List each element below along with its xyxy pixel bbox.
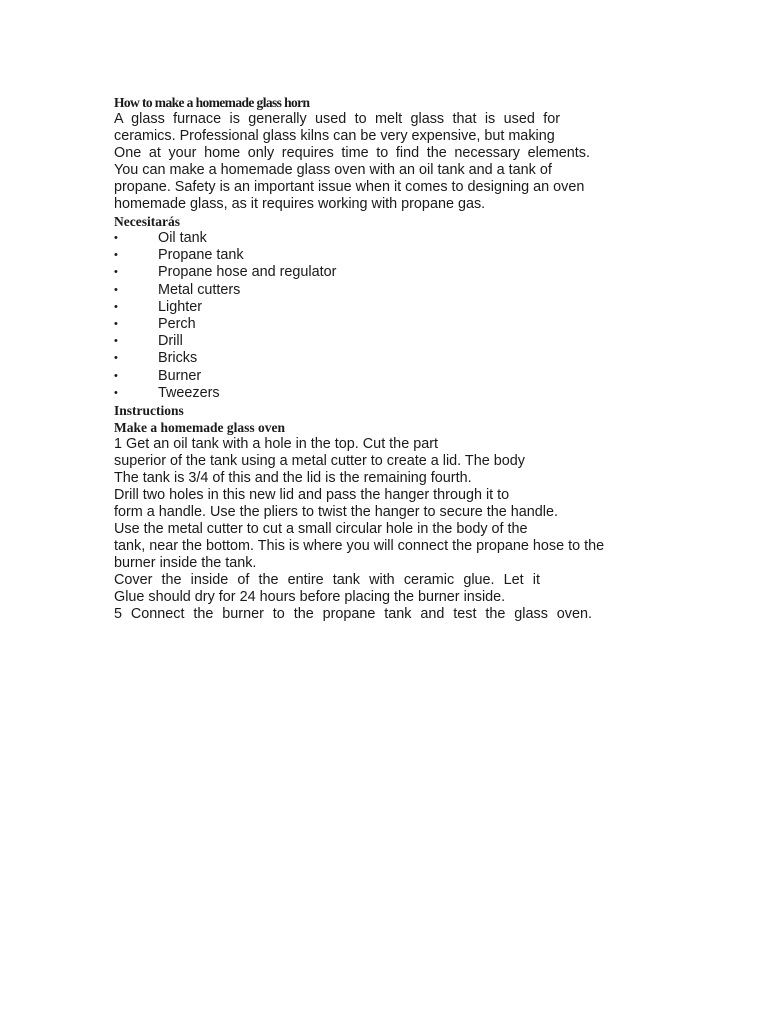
bullet-icon: • — [114, 335, 118, 348]
bullet-icon: • — [114, 232, 118, 244]
instruction-line: 5 Connect the burner to the propane tank and test the glass oven. — [114, 605, 592, 622]
list-item — [114, 230, 654, 247]
bullet-icon: • — [114, 300, 118, 313]
instructions-heading: Instructions — [114, 402, 184, 418]
bullet-icon: • — [114, 249, 118, 262]
material-label: Metal cutters — [158, 281, 241, 298]
material-label: Burner — [158, 367, 202, 384]
instruction-line: form a handle. Use the pliers to twist the hanger to secure the handle. — [114, 503, 558, 520]
list-item — [114, 282, 654, 299]
instruction-line: Cover the inside of the entire tank with ceramic glue. Let it — [114, 571, 540, 588]
list-item — [114, 350, 654, 367]
instruction-line: Glue should dry for 24 hours before placing the burner inside. — [114, 588, 506, 605]
instruction-line: superior of the tank using a metal cutter to create a lid. The body — [114, 452, 525, 469]
bullet-icon: • — [114, 352, 118, 365]
instruction-line: Drill two holes in this new lid and pass the hanger through it to — [114, 486, 510, 503]
material-label: Propane hose and regulator — [158, 264, 337, 281]
instruction-line: 1 Get an oil tank with a hole in the top. Cut the part — [114, 435, 438, 452]
list-item — [114, 299, 654, 316]
material-label: Propane tank — [158, 247, 244, 264]
list-item — [114, 264, 654, 281]
instructions-paragraph — [114, 436, 654, 623]
list-item — [114, 333, 654, 350]
list-item — [114, 368, 654, 385]
material-label: Tweezers — [158, 384, 220, 401]
bullet-icon: • — [114, 266, 118, 279]
document-title: How to make a homemade glass horn — [114, 95, 310, 110]
intro-line: propane. Safety is an important issue when it comes to designing an oven — [114, 179, 585, 195]
list-item — [114, 385, 654, 402]
instruction-line: tank, near the bottom. This is where you will connect the propane hose to the — [114, 537, 605, 554]
materials-list — [114, 230, 654, 402]
list-item — [114, 247, 654, 264]
intro-line: One at your home only requires time to find the necessary elements. — [114, 145, 590, 161]
document-page — [114, 94, 654, 623]
bullet-icon: • — [114, 369, 118, 382]
material-label: Perch — [158, 315, 196, 332]
material-label: Bricks — [158, 350, 198, 367]
material-label: Lighter — [158, 298, 203, 315]
intro-line: homemade glass, as it requires working with propane gas. — [114, 196, 486, 212]
instructions-subheading: Make a homemade glass oven — [114, 419, 285, 435]
list-item — [114, 316, 654, 333]
bullet-icon: • — [114, 317, 118, 330]
intro-line: ceramics. Professional glass kilns can be very expensive, but making — [114, 128, 555, 144]
intro-line: You can make a homemade glass oven with an oil tank and a tank of — [114, 162, 552, 178]
bullet-icon: • — [114, 283, 118, 296]
instruction-line: Use the metal cutter to cut a small circular hole in the body of the — [114, 520, 528, 537]
material-label: Drill — [158, 333, 183, 350]
intro-line: A glass furnace is generally used to melt glass that is used for — [114, 111, 560, 127]
bullet-icon: • — [114, 386, 118, 399]
instruction-line: The tank is 3/4 of this and the lid is the remaining fourth. — [114, 469, 472, 486]
material-label: Oil tank — [158, 230, 207, 246]
intro-paragraph — [114, 111, 654, 213]
instruction-line: burner inside the tank. — [114, 554, 257, 571]
materials-heading: Necesitarás — [114, 214, 180, 229]
